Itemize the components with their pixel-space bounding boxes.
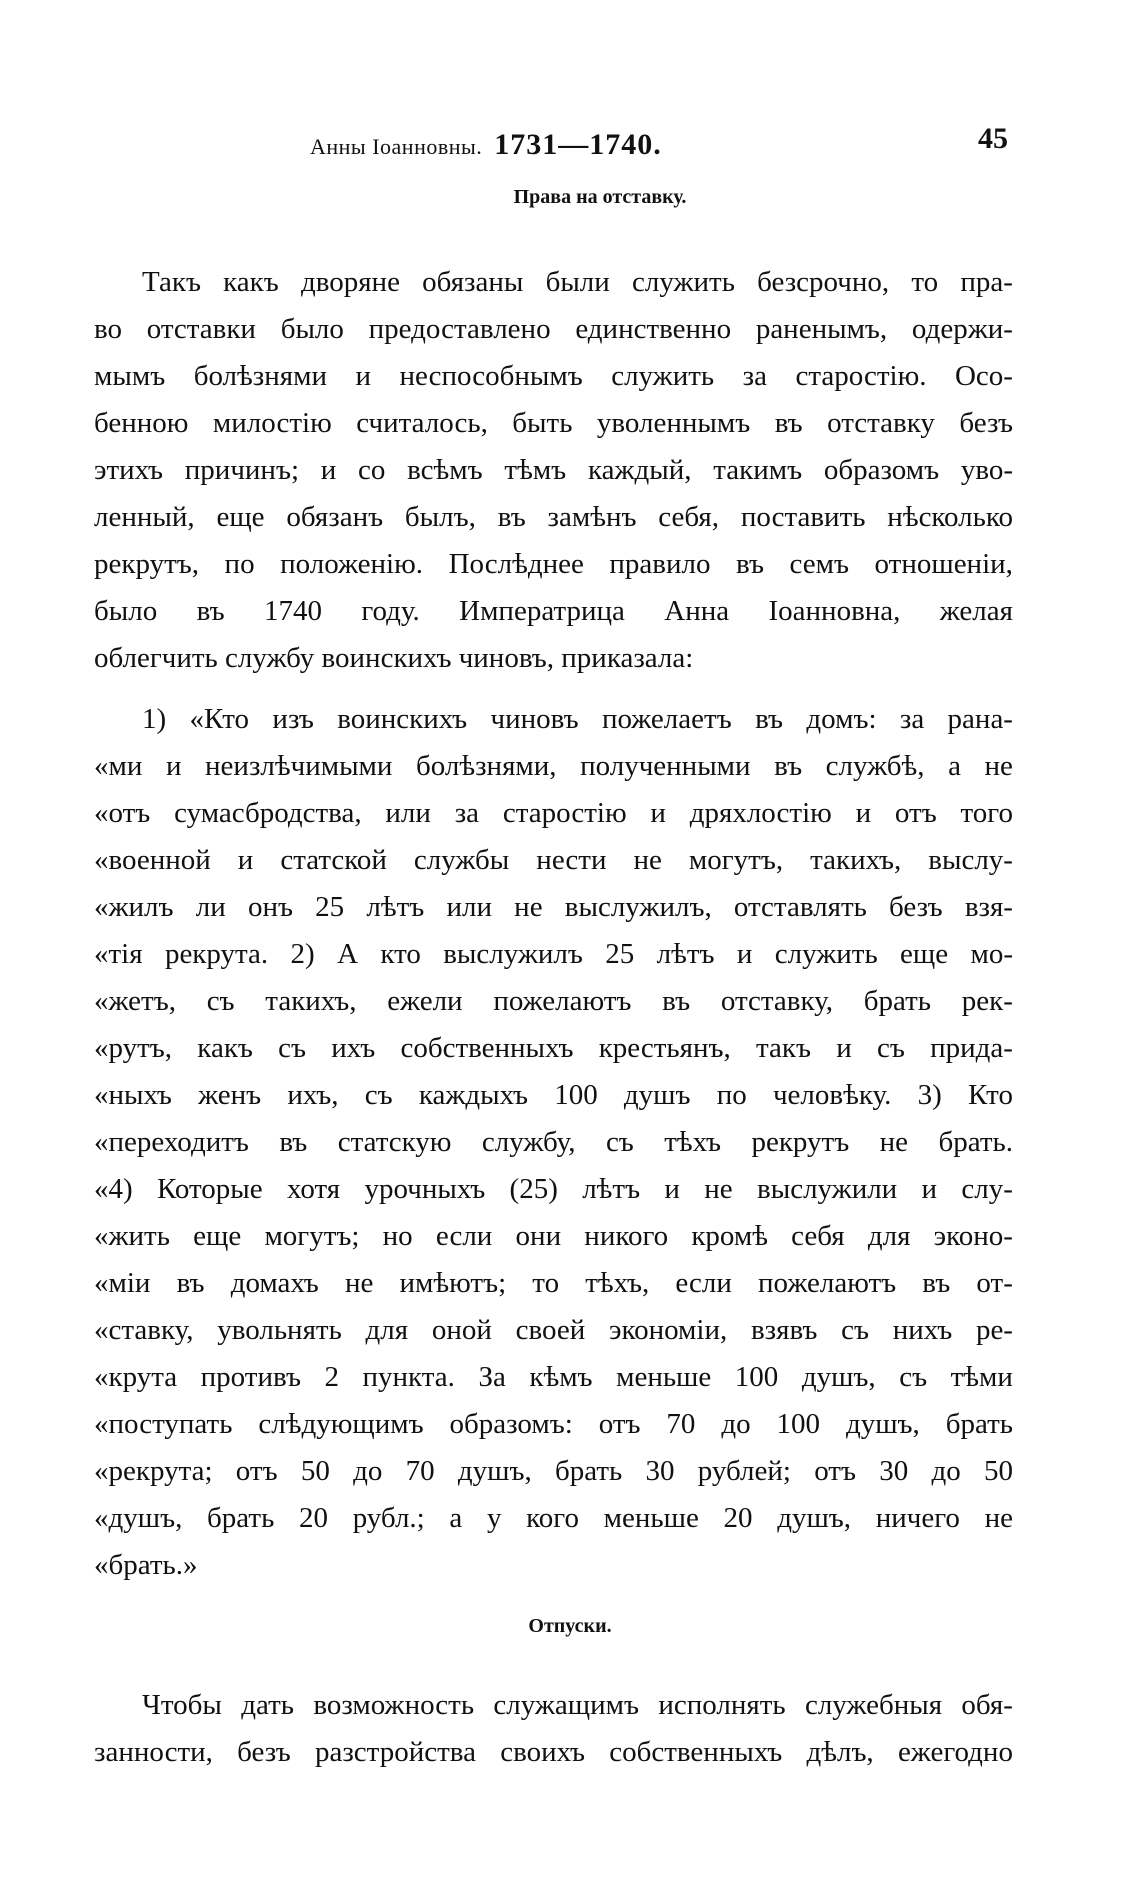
running-head-title: Анны Іоанновны.	[310, 134, 483, 159]
text-line: «міи въ домахъ не имѣютъ; то тѣхъ, если пожелаютъ въ от-	[94, 1267, 1013, 1299]
text-line: рекрутъ, по положенію. Послѣднее правило въ семъ отношеніи,	[94, 548, 1013, 580]
text-line: «поступать слѣдующимъ образомъ: отъ 70 до 100 душъ, брать	[94, 1408, 1013, 1440]
text-line: «тія рекрута. 2) А кто выслужилъ 25 лѣтъ и служить еще мо-	[94, 938, 1013, 970]
text-line: «жилъ ли онъ 25 лѣтъ или не выслужилъ, отставлять безъ взя-	[94, 891, 1013, 923]
section-heading: Отпуски.	[528, 1615, 612, 1637]
text-line: мымъ болѣзнями и неспособнымъ служить за старостію. Осо-	[94, 360, 1013, 392]
section-heading: Права на отставку.	[513, 186, 687, 208]
text-line: этихъ причинъ; и со всѣмъ тѣмъ каждый, такимъ образомъ уво-	[94, 454, 1013, 486]
text-line: Такъ какъ дворяне обязаны были служить безсрочно, то пра-	[142, 266, 1013, 298]
text-line: «переходитъ въ статскую службу, съ тѣхъ рекрутъ не брать.	[94, 1126, 1013, 1158]
text-line: «крута противъ 2 пункта. За кѣмъ меньше 100 душъ, съ тѣми	[94, 1361, 1013, 1393]
text-line: «ми и неизлѣчимыми болѣзнями, полученными въ службѣ, а не	[94, 750, 1013, 782]
text-line: бенною милостію считалось, быть уволеннымъ въ отставку безъ	[94, 407, 1013, 439]
text-line: «жетъ, съ такихъ, ежели пожелаютъ въ отставку, брать рек-	[94, 985, 1013, 1017]
text-line: облегчить службу воинскихъ чиновъ, приказала:	[94, 642, 694, 674]
running-head-years: 1731—1740.	[494, 128, 662, 161]
text-line: «военной и статской службы нести не могутъ, такихъ, выслу-	[94, 844, 1013, 876]
text-line: во отставки было предоставлено единственно раненымъ, одержи-	[94, 313, 1013, 345]
text-line: «ныхъ женъ ихъ, съ каждыхъ 100 душъ по человѣку. 3) Кто	[94, 1079, 1013, 1111]
text-line: «брать.»	[94, 1549, 198, 1581]
text-line: 1) «Кто изъ воинскихъ чиновъ пожелаетъ въ домъ: за рана-	[142, 703, 1013, 735]
running-head	[310, 128, 662, 162]
text-line: «рутъ, какъ съ ихъ собственныхъ крестьянъ, такъ и съ прида-	[94, 1032, 1013, 1064]
text-line: «отъ сумасбродства, или за старостію и дряхлостію и отъ того	[94, 797, 1013, 829]
page-number: 45	[978, 122, 1008, 155]
text-line: «4) Которые хотя урочныхъ (25) лѣтъ и не выслужили и слу-	[94, 1173, 1013, 1205]
text-line: «ставку, увольнять для оной своей экономіи, взявъ съ нихъ ре-	[94, 1314, 1013, 1346]
text-line: «жить еще могутъ; но если они никого кромѣ себя для эконо-	[94, 1220, 1013, 1252]
text-line: ленный, еще обязанъ былъ, въ замѣнъ себя, поставить нѣсколько	[94, 501, 1013, 533]
text-line: Чтобы дать возможность служащимъ исполнять служебныя обя-	[142, 1689, 1013, 1721]
text-line: занности, безъ разстройства своихъ собственныхъ дѣлъ, ежегодно	[94, 1736, 1013, 1768]
text-line: «рекрута; отъ 50 до 70 душъ, брать 30 рублей; отъ 30 до 50	[94, 1455, 1013, 1487]
text-line: было въ 1740 году. Императрица Анна Іоанновна, желая	[94, 595, 1013, 627]
text-line: «душъ, брать 20 рубл.; а у кого меньше 20 душъ, ничего не	[94, 1502, 1013, 1534]
